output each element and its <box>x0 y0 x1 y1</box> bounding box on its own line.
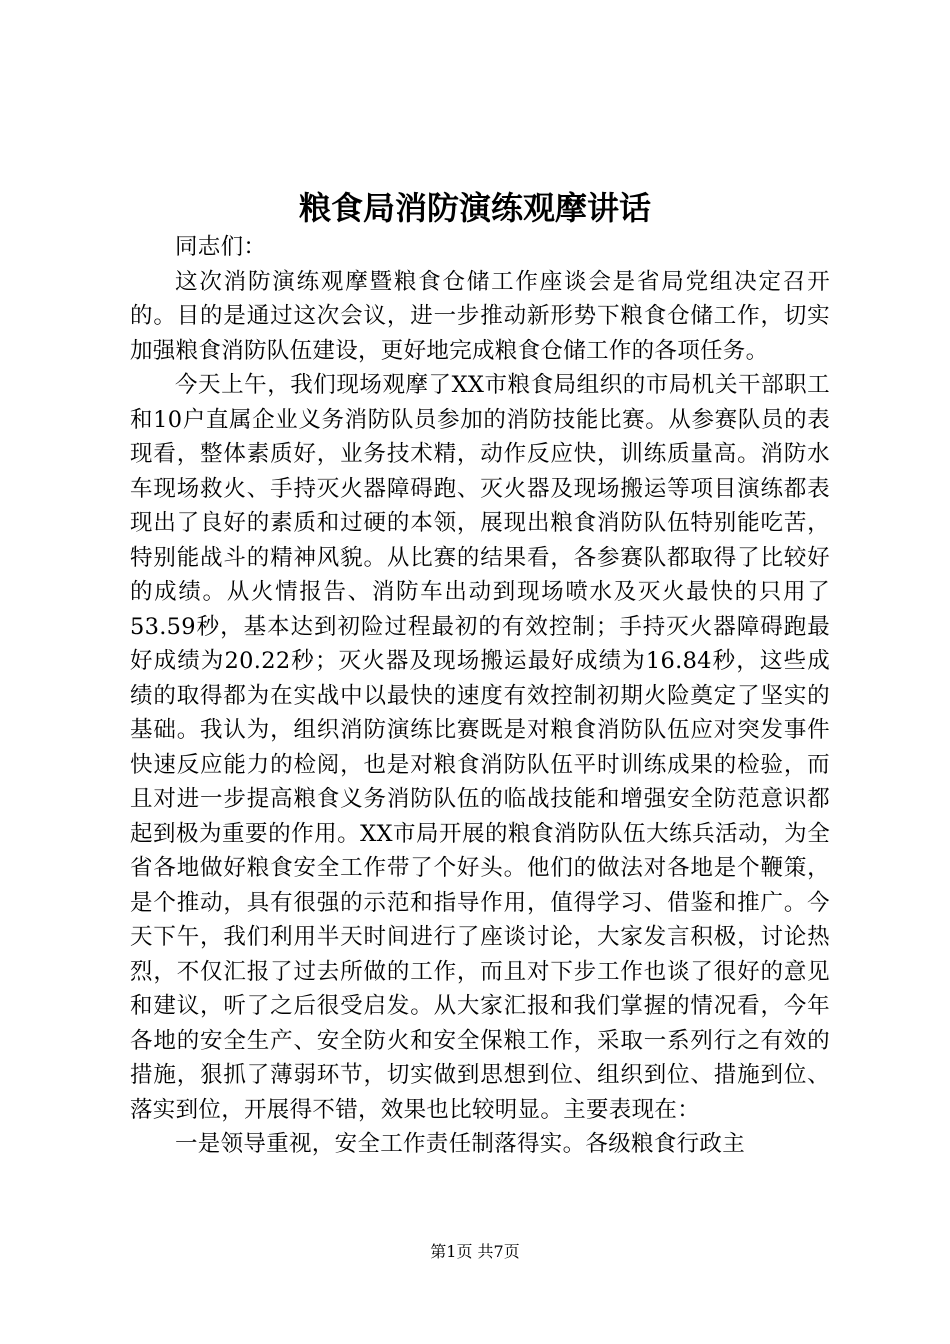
paragraph: 今天上午，我们现场观摩了XX市粮食局组织的市局机关干部职工和10户直属企业义务消防队员参加的消防技能比赛。从参赛队员的表现看，整体素质好，业务技术精，动作反应快，训练质量高。消防水车现场救火、手持灭火器障碍跑、灭火器及现场搬运等项目演练都表现出了良好的素质和过硬的本领，展现出粮食消防队伍特别能吃苦，特别能战斗的精神风貌。从比赛的结果看，各参赛队都取得了比较好的成绩。从火情报告、消防车出动到现场喷水及灭火最快的只用了53.59秒，基本达到初险过程最初的有效控制；手持灭火器障碍跑最好成绩为20.22秒；灭火器及现场搬运最好成绩为16.84秒，这些成绩的取得都为在实战中以最快的速度有效控制初期火险奠定了坚实的基础。我认为，组织消防演练比赛既是对粮食消防队伍应对突发事件快速反应能力的检阅，也是对粮食消防队伍平时训练成果的检验，而且对进一步提高粮食义务消防队伍的临战技能和增强安全防范意识都起到极为重要的作用。XX市局开展的粮食消防队伍大练兵活动，为全省各地做好粮食安全工作带了个好头。他们的做法对各地是个鞭策，是个推动，具有很强的示范和指导作用，值得学习、借鉴和推广。今天下午，我们利用半天时间进行了座谈讨论，大家发言积极，讨论热烈，不仅汇报了过去所做的工作，而且对下步工作也谈了很好的意见和建议，听了之后很受启发。从大家汇报和我们掌握的情况看，今年各地的安全生产、安全防火和安全保粮工作，采取一系列行之有效的措施，狠抓了薄弱环节，切实做到思想到位、组织到位、措施到位、落实到位，开展得不错，效果也比较明显。主要表现在： <box>130 372 830 1123</box>
salutation: 同志们： <box>175 234 267 260</box>
paragraph: 一是领导重视，安全工作责任制落得实。各级粮食行政主 <box>175 1131 746 1157</box>
document-title: 粮食局消防演练观摩讲话 <box>298 189 651 227</box>
page-footer: 第1页 共7页 <box>430 1242 520 1261</box>
paragraph: 这次消防演练观摩暨粮食仓储工作座谈会是省局党组决定召开的。目的是通过这次会议，进一步推动新形势下粮食仓储工作，切实加强粮食消防队伍建设，更好地完成粮食仓储工作的各项任务。 <box>130 268 830 364</box>
document-body <box>130 230 830 1162</box>
